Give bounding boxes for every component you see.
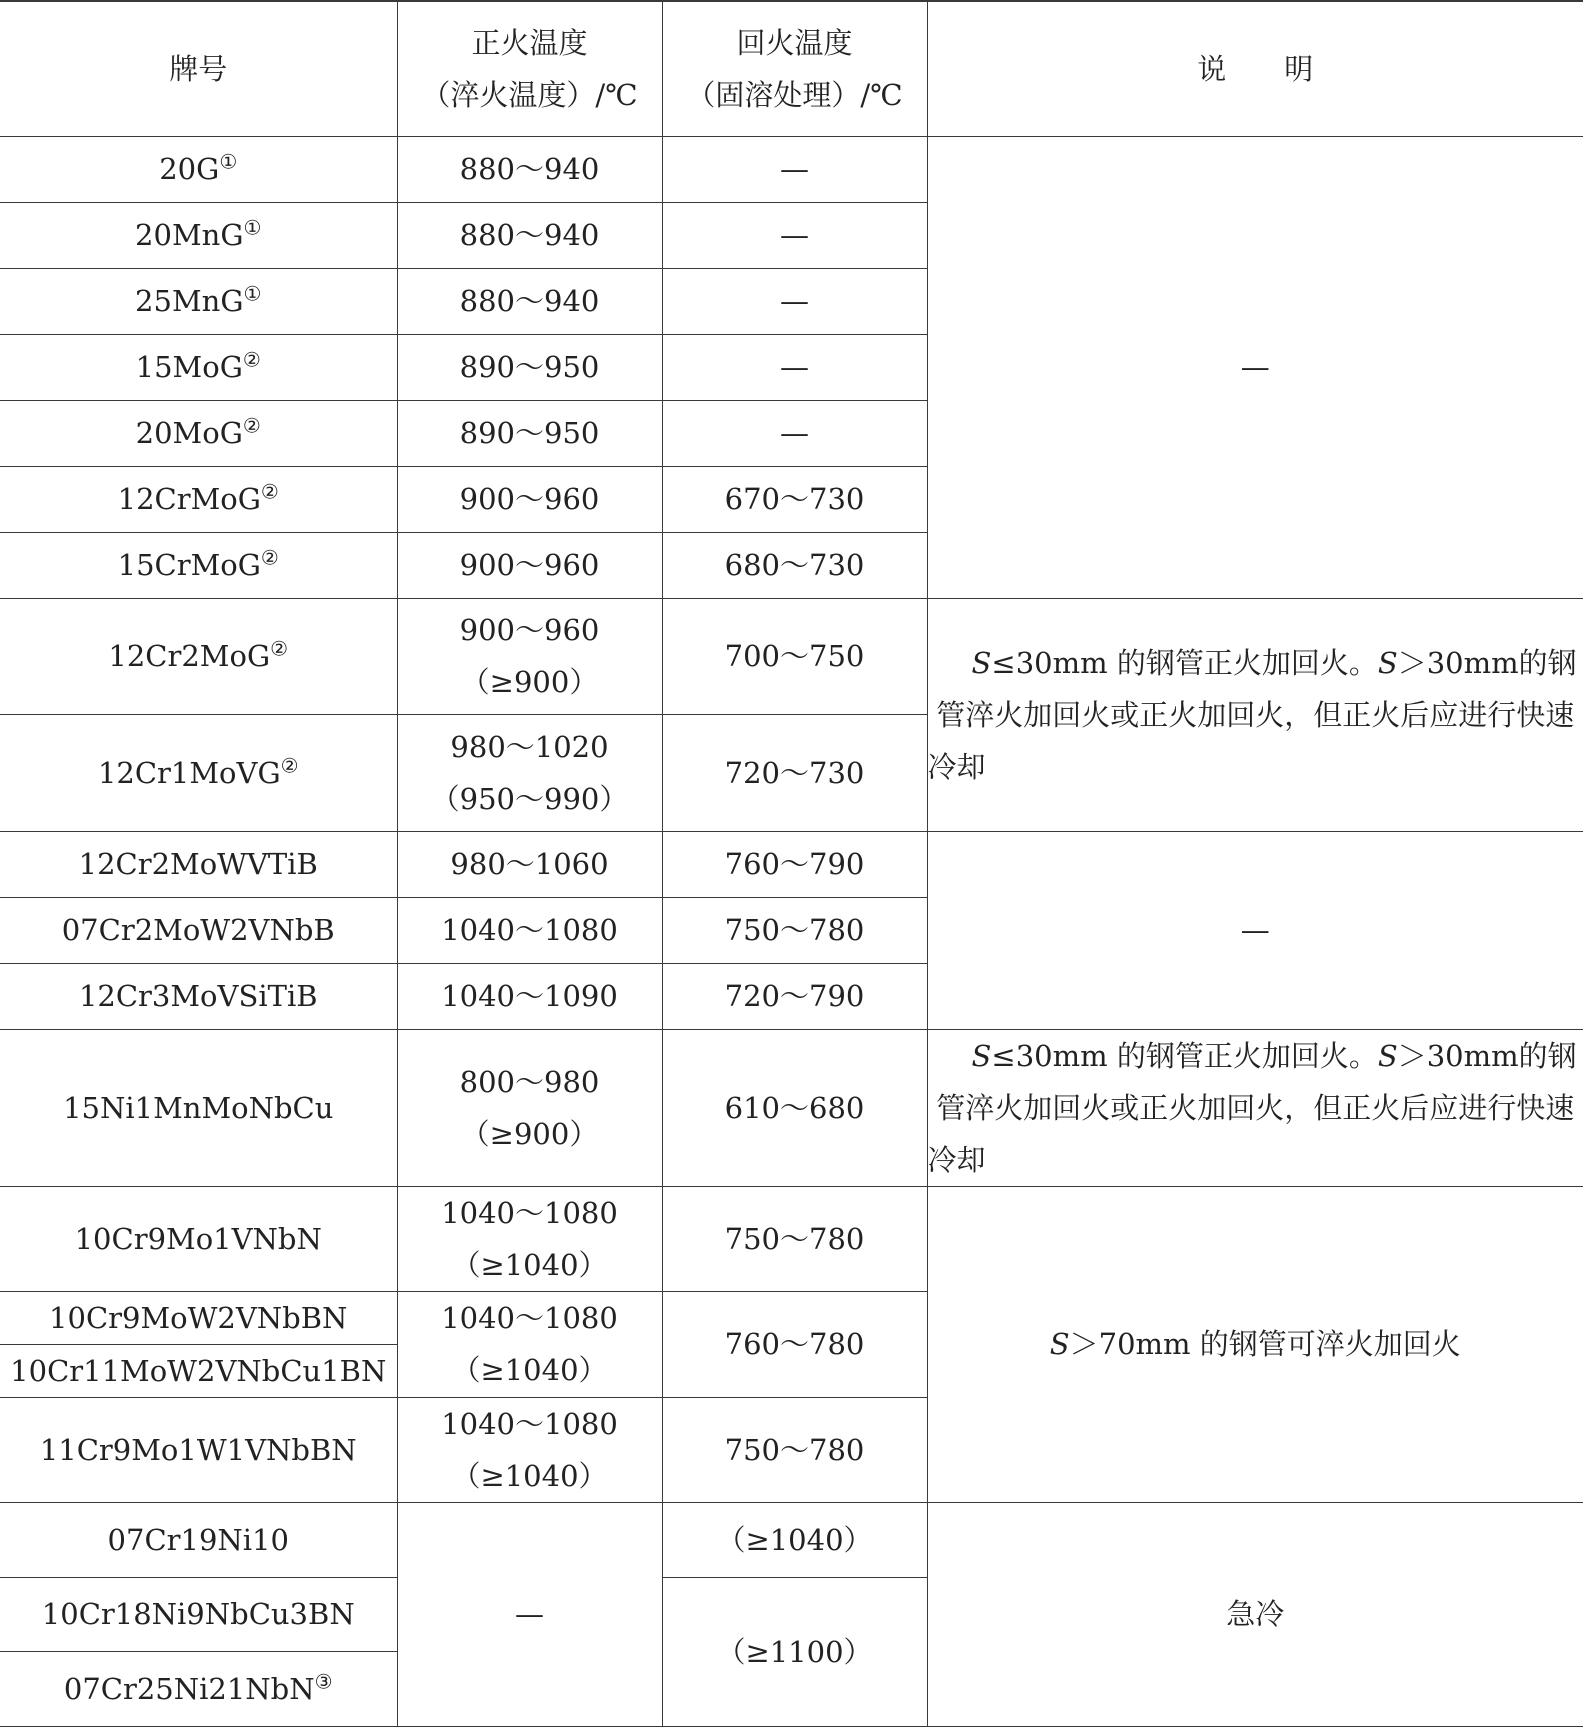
footnote-mark: ① — [244, 281, 262, 305]
normalizing-value: 980～1020 — [398, 721, 662, 773]
normalizing-value: 890～950 — [460, 350, 600, 384]
tempering-value: 610～680 — [725, 1091, 865, 1125]
header-grade: 牌号 — [0, 1, 397, 136]
grade-cell — [0, 1397, 397, 1502]
footnote-mark: ② — [261, 479, 279, 503]
tempering-value: 680～730 — [725, 548, 865, 582]
grade-name: 15Ni1MnMoNbCu — [63, 1091, 333, 1125]
normalizing-value-alt: （≥1040） — [398, 1239, 662, 1291]
tempering-cell — [662, 897, 927, 963]
normalizing-value-alt: （≥900） — [398, 1108, 662, 1160]
header-notes: 说 明 — [927, 1, 1583, 136]
grade-name: 10Cr9MoW2VNbBN — [49, 1301, 347, 1335]
normalizing-cell — [397, 532, 662, 598]
normalizing-value: 1040～1080 — [441, 913, 618, 947]
tempering-value: — — [780, 218, 809, 252]
footnote-mark: ② — [243, 413, 261, 437]
grade-cell — [0, 136, 397, 202]
grade-cell — [0, 1291, 397, 1344]
grade-cell — [0, 532, 397, 598]
tempering-cell — [662, 1502, 927, 1577]
grade-name: 20MoG — [136, 416, 243, 450]
normalizing-cell — [397, 1291, 662, 1397]
notes-cell — [927, 831, 1583, 1029]
notes-part: ≤30mm 的钢管正火加回火。 — [991, 646, 1377, 680]
notes-text — [928, 1030, 1583, 1186]
normalizing-cell — [397, 831, 662, 897]
notes-text: 急冷 — [1226, 1597, 1284, 1631]
notes-text: — — [1241, 913, 1270, 947]
footnote-mark: ② — [270, 636, 288, 660]
grade-name: 10Cr9Mo1VNbN — [75, 1222, 322, 1256]
grade-cell — [0, 714, 397, 831]
grade-cell — [0, 1344, 397, 1397]
table-row — [0, 136, 1583, 202]
notes-part: ＞30mm的钢管淬火加回火或正火加回火，但正火后应进行快速冷却 — [928, 1039, 1577, 1177]
grade-name: 15CrMoG — [118, 548, 261, 582]
tempering-value: 720～790 — [725, 979, 865, 1013]
tempering-value: 750～780 — [725, 1433, 865, 1467]
header-normalizing-temp — [397, 1, 662, 136]
grade-name: 10Cr11MoW2VNbCu1BN — [10, 1354, 386, 1388]
grade-cell — [0, 400, 397, 466]
symbol-s: S — [1378, 646, 1398, 680]
table-row — [0, 1502, 1583, 1577]
symbol-s: S — [972, 646, 992, 680]
tempering-cell — [662, 1186, 927, 1291]
tempering-value: — — [780, 350, 809, 384]
normalizing-value: 1040～1090 — [441, 979, 618, 1013]
grade-cell — [0, 897, 397, 963]
normalizing-value: 900～960 — [460, 482, 600, 516]
tempering-value: 750～780 — [725, 1222, 865, 1256]
tempering-value: （≥1100） — [716, 1635, 872, 1669]
normalizing-cell — [397, 897, 662, 963]
notes-part: ≤30mm 的钢管正火加回火。 — [991, 1039, 1377, 1073]
grade-cell — [0, 1029, 397, 1186]
tempering-value: （≥1040） — [716, 1523, 872, 1557]
notes-cell — [927, 598, 1583, 831]
normalizing-cell — [397, 1029, 662, 1186]
tempering-cell — [662, 1029, 927, 1186]
normalizing-cell — [397, 466, 662, 532]
tempering-cell — [662, 963, 927, 1029]
footnote-mark: ③ — [315, 1669, 333, 1693]
normalizing-value: 1040～1080 — [398, 1292, 662, 1344]
grade-name: 07Cr2MoW2VNbB — [62, 913, 335, 947]
grade-name: 15MoG — [136, 350, 243, 384]
tempering-cell — [662, 466, 927, 532]
normalizing-cell — [397, 400, 662, 466]
grade-name: 20G — [159, 152, 219, 186]
grade-name: 12Cr1MoVG — [98, 756, 281, 790]
tempering-cell — [662, 136, 927, 202]
header-tempering-line1: 回火温度 — [663, 17, 927, 69]
normalizing-value-alt: （≥1040） — [398, 1344, 662, 1396]
normalizing-value: 980～1060 — [450, 847, 608, 881]
normalizing-value: 880～940 — [460, 284, 600, 318]
tempering-cell — [662, 202, 927, 268]
grade-cell — [0, 1577, 397, 1651]
notes-cell — [927, 1186, 1583, 1502]
table-row — [0, 598, 1583, 714]
normalizing-value-alt: （950～990） — [398, 773, 662, 825]
tempering-value: — — [780, 284, 809, 318]
table-row — [0, 1029, 1583, 1186]
tempering-cell — [662, 532, 927, 598]
normalizing-cell — [397, 268, 662, 334]
footnote-mark: ② — [243, 347, 261, 371]
normalizing-cell — [397, 714, 662, 831]
grade-cell — [0, 1502, 397, 1577]
footnote-mark: ② — [261, 545, 279, 569]
footnote-mark: ② — [281, 753, 299, 777]
tempering-value: 700～750 — [725, 639, 865, 673]
grade-name: 20MnG — [135, 218, 243, 252]
tempering-cell — [662, 598, 927, 714]
tempering-value: — — [780, 416, 809, 450]
tempering-cell — [662, 400, 927, 466]
notes-cell — [927, 1029, 1583, 1186]
normalizing-value: 1040～1080 — [398, 1398, 662, 1450]
tempering-cell — [662, 334, 927, 400]
notes-text: — — [1241, 350, 1270, 384]
symbol-s: S — [1050, 1327, 1070, 1361]
grade-cell — [0, 598, 397, 714]
normalizing-value: 880～940 — [460, 152, 600, 186]
tempering-value: — — [780, 152, 809, 186]
notes-text — [928, 637, 1583, 793]
grade-cell — [0, 1651, 397, 1726]
grade-cell — [0, 831, 397, 897]
footnote-mark: ① — [219, 149, 237, 173]
grade-cell — [0, 1186, 397, 1291]
header-tempering-temp — [662, 1, 927, 136]
notes-cell — [927, 1502, 1583, 1726]
normalizing-cell — [397, 334, 662, 400]
grade-name: 12Cr3MoVSiTiB — [79, 979, 318, 1013]
normalizing-value: 800～980 — [398, 1056, 662, 1108]
normalizing-value-alt: （≥900） — [398, 656, 662, 708]
grade-name: 07Cr19Ni10 — [108, 1523, 289, 1557]
header-normalizing-line2: （淬火温度）/℃ — [398, 69, 662, 121]
grade-name: 12Cr2MoG — [108, 639, 270, 673]
symbol-s: S — [972, 1039, 992, 1073]
tempering-cell — [662, 831, 927, 897]
tempering-cell — [662, 1291, 927, 1397]
grade-name: 10Cr18Ni9NbCu3BN — [42, 1597, 355, 1631]
grade-name: 12CrMoG — [118, 482, 261, 516]
grade-cell — [0, 202, 397, 268]
tempering-value: 720～730 — [725, 756, 865, 790]
footnote-mark: ① — [244, 215, 262, 239]
normalizing-cell — [397, 1502, 662, 1726]
table-row — [0, 831, 1583, 897]
grade-cell — [0, 334, 397, 400]
tempering-value: 760～790 — [725, 847, 865, 881]
normalizing-value: 900～960 — [398, 604, 662, 656]
notes-text: ＞70mm 的钢管可淬火加回火 — [1070, 1327, 1461, 1361]
tempering-cell — [662, 1397, 927, 1502]
tempering-cell — [662, 1577, 927, 1726]
symbol-s: S — [1378, 1039, 1398, 1073]
tempering-cell — [662, 268, 927, 334]
notes-part: ＞30mm的钢管淬火加回火或正火加回火，但正火后应进行快速冷却 — [928, 646, 1577, 784]
header-tempering-line2: （固溶处理）/℃ — [663, 69, 927, 121]
grade-name: 25MnG — [135, 284, 243, 318]
normalizing-value: 900～960 — [460, 548, 600, 582]
tempering-value: 670～730 — [725, 482, 865, 516]
header-normalizing-line1: 正火温度 — [398, 17, 662, 69]
tempering-value: 750～780 — [725, 913, 865, 947]
grade-name: 11Cr9Mo1W1VNbBN — [40, 1433, 357, 1467]
table-row — [0, 1186, 1583, 1291]
normalizing-cell — [397, 202, 662, 268]
grade-cell — [0, 268, 397, 334]
normalizing-cell — [397, 963, 662, 1029]
grade-name: 12Cr2MoWVTiB — [79, 847, 318, 881]
normalizing-cell — [397, 1397, 662, 1502]
tempering-cell — [662, 714, 927, 831]
grade-cell — [0, 466, 397, 532]
tempering-value: 760～780 — [725, 1327, 865, 1361]
normalizing-value: — — [515, 1597, 544, 1631]
grade-cell — [0, 963, 397, 1029]
normalizing-value: 1040～1080 — [398, 1187, 662, 1239]
normalizing-value-alt: （≥1040） — [398, 1450, 662, 1502]
normalizing-cell — [397, 1186, 662, 1291]
notes-cell — [927, 136, 1583, 598]
header-row — [0, 1, 1583, 136]
normalizing-cell — [397, 598, 662, 714]
normalizing-value: 880～940 — [460, 218, 600, 252]
grade-name: 07Cr25Ni21NbN — [64, 1672, 315, 1706]
normalizing-value: 890～950 — [460, 416, 600, 450]
normalizing-cell — [397, 136, 662, 202]
